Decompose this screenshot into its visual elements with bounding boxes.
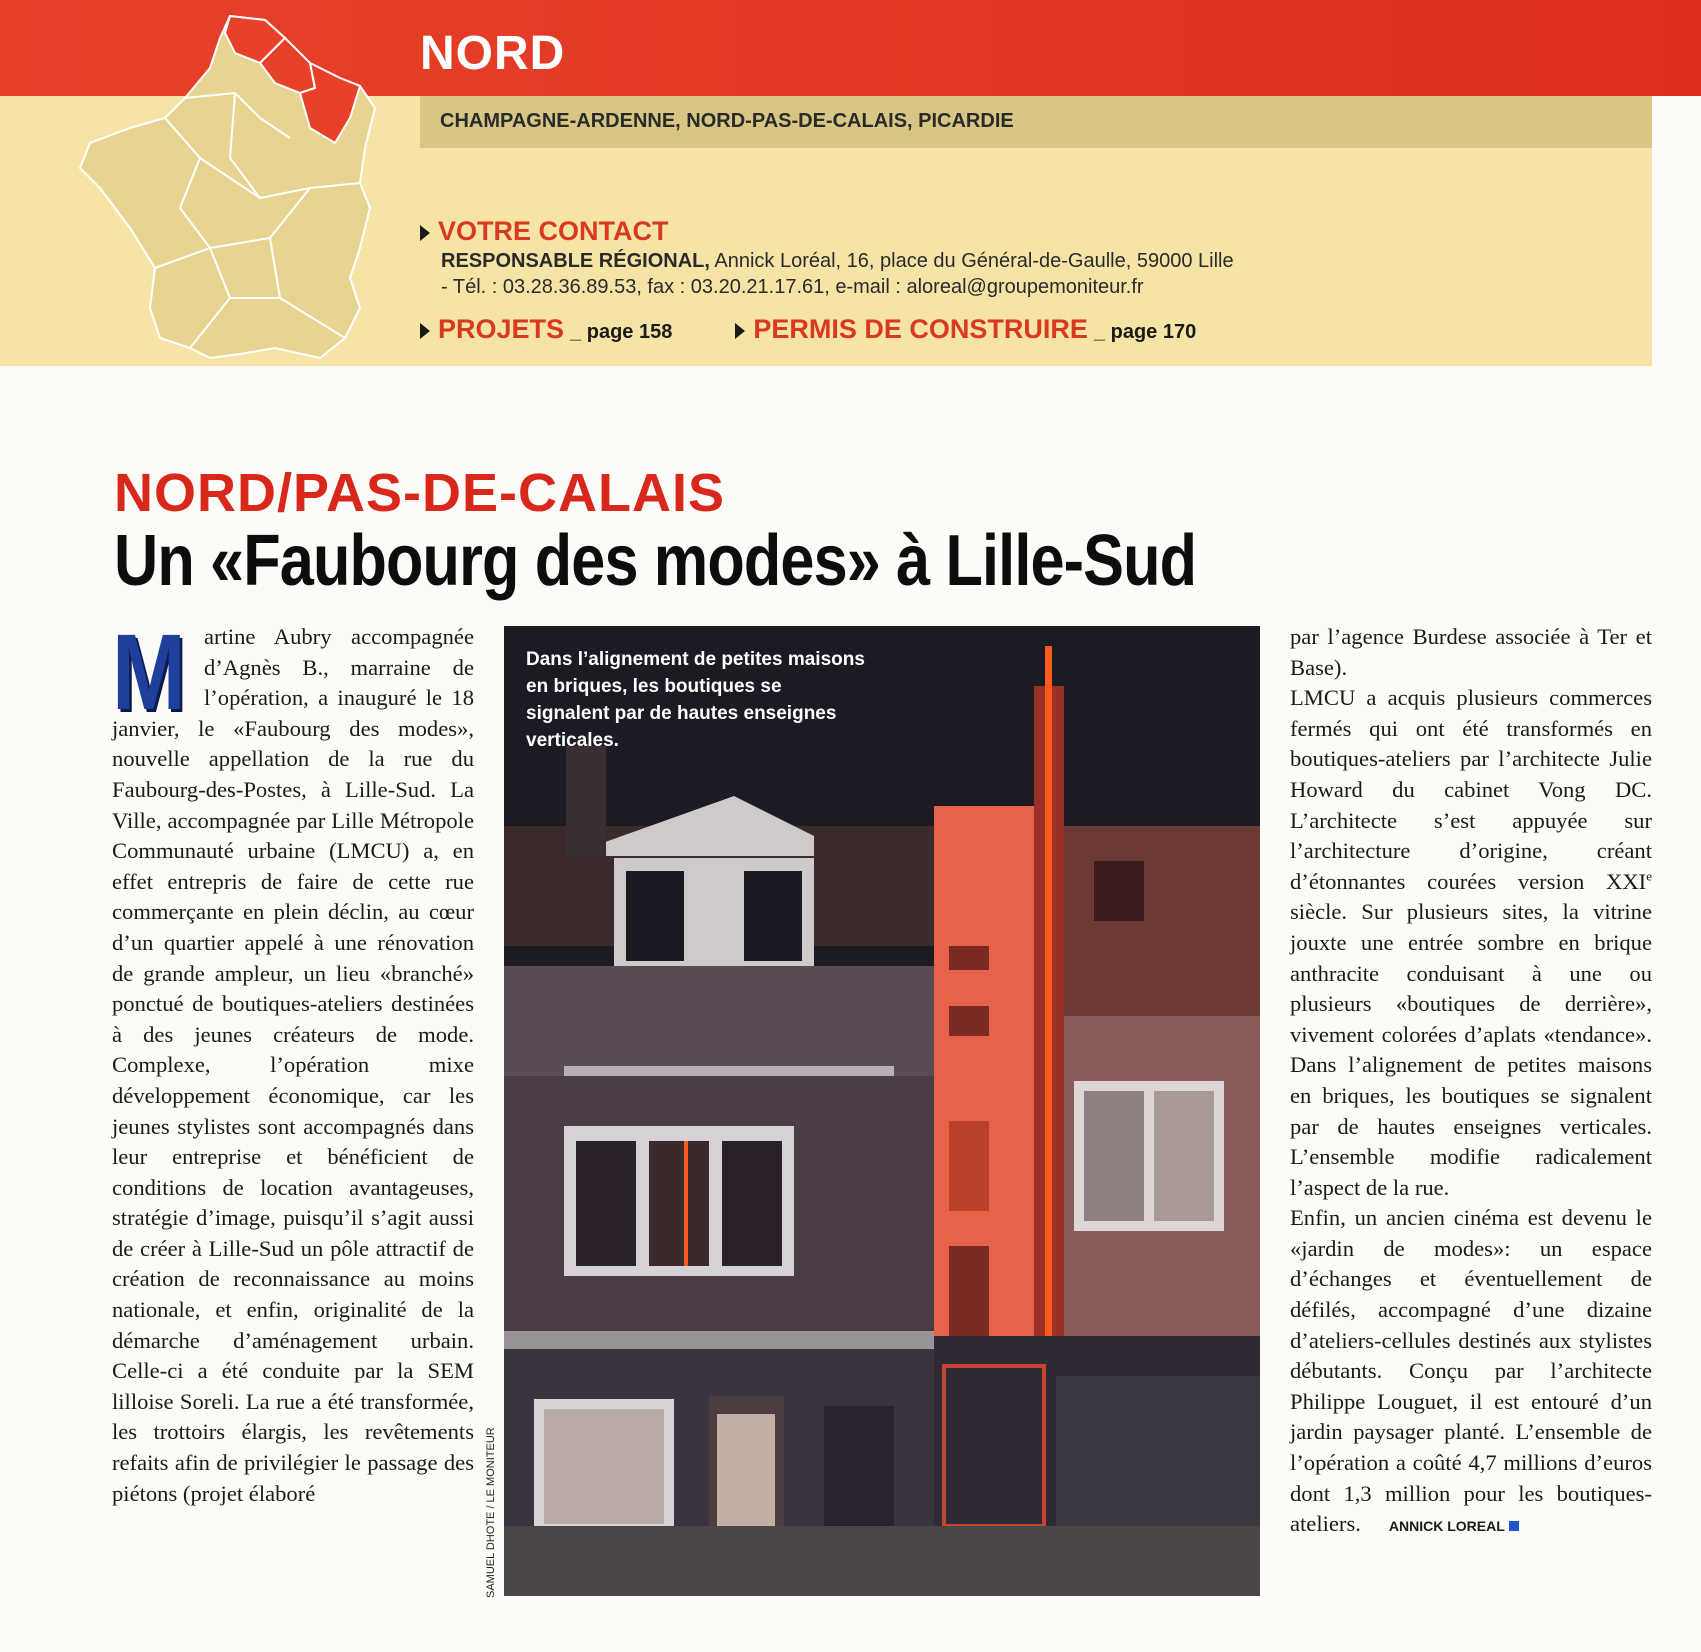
arrow-icon: [420, 225, 430, 241]
column-1-text: artine Aubry accompagnée d’Agnès B., marraine de l’opération, a inauguré le 18 janvier, le «Faubourg des modes», nouvelle appellation de la rue du Faubourg-des-Postes, à Lille-Sud. La Ville, accompagnée par Lille Métropole Communauté urbaine (LMCU) a, en effet entrepris de faire de cette rue commerçante en plein déclin, au cœur d’un quartier appelé à une rénovation de grande ampleur, un lieu «branché» ponctué de boutiques-ateliers destinées à des jeunes créateurs de mode. Complexe, l’opération mixe développement économique, car les jeunes stylistes sont accompagnés dans leur entreprise et bénéficient de conditions de location avantageuses, stratégie d’image, puisqu’il s’agit aussi de créer à Lille-Sud un pôle attractif de création de reconnaissance au moins nationale, et enfin, originalité de la démarche d’aménagement urbain. Celle-ci a été conduite par la SEM lilloise Soreli. La rue a été transformée, les trottoirs élargis, les revêtements refaits afin de privilégier le passage des piétons (projet élaboré: [112, 624, 474, 1506]
section-title: NORD: [420, 27, 566, 80]
contact-title-text: VOTRE CONTACT: [438, 216, 669, 246]
paragraph-2-text-b: siècle. Sur plusieurs sites, la vitrine jouxte une entrée sombre en brique anthracite conduisant à une ou plusieurs «boutiques de derrière», vivement colorées d’aplats «tendance». Dans l’alignement de petites maisons en briques, les boutiques se signalent par de hautes enseignes verticales. L’ensemble modifie radicalement l’aspect de la rue.: [1290, 899, 1652, 1200]
drop-cap: M: [112, 611, 186, 732]
column-2-paragraph-3: [1290, 1203, 1652, 1542]
article-column-2: [1290, 622, 1652, 1542]
column-2-paragraph-1: par l’agence Burdese associée à Ter et Base).: [1290, 624, 1652, 680]
contact-address: Annick Loréal, 16, place du Général-de-Gaulle, 59000 Lille: [709, 250, 1234, 272]
permis-page: _ page 170: [1093, 321, 1197, 343]
century-superscript: e: [1646, 868, 1652, 884]
article-photo: [504, 626, 1260, 1596]
contact-role: RESPONSABLE RÉGIONAL,: [441, 250, 710, 272]
photo-credit: SAMUEL DHOTE / LE MONITEUR: [485, 1427, 497, 1598]
article-kicker: NORD/PAS-DE-CALAIS: [114, 463, 725, 523]
projets-link[interactable]: PROJETS: [438, 314, 565, 344]
article-column-1: [112, 611, 474, 1509]
france-map-icon: [60, 8, 410, 366]
end-square-icon: [1509, 1521, 1519, 1531]
regions-list: CHAMPAGNE-ARDENNE, NORD-PAS-DE-CALAIS, PICARDIE: [440, 110, 1014, 132]
paragraph-2-text-a: LMCU a acquis plusieurs commerces fermés qui ont été transformés en boutiques-ateliers par l’architecte Julie Howard du cabinet Vong DC. L’architecte s’est appuyée sur l’architecture d’origine, créant d’étonnantes courées version XXI: [1290, 685, 1652, 894]
contact-title: [420, 216, 669, 247]
author-signature: ANNICK LOREAL: [1388, 1518, 1505, 1535]
article-headline: Un «Faubourg des modes» à Lille-Sud: [114, 521, 1197, 601]
contact-line-2: - Tél. : 03.28.36.89.53, fax : 03.20.21.17.61, e-mail : aloreal@groupemoniteur.fr: [441, 276, 1144, 298]
contact-line-1: [441, 250, 1234, 273]
permis-link[interactable]: PERMIS DE CONSTRUIRE: [753, 314, 1088, 344]
section-links: [420, 314, 1196, 345]
projets-page: _ page 158: [570, 321, 673, 343]
column-2-paragraph-2: [1290, 683, 1652, 1203]
arrow-icon: [735, 323, 745, 339]
photo-caption: Dans l’alignement de petites maisons en briques, les boutiques se signalent par de hautes enseignes verticales.: [526, 649, 865, 751]
street-facade-illustration: [504, 626, 1260, 1596]
paragraph-3-text: Enfin, un ancien cinéma est devenu le «jardin de modes»: un espace d’échanges et éventuellement de défilés, accompagné d’une dizaine d’ateliers-cellules destinés aux stylistes débutants. Conçu par l’architecte Philippe Louguet, il est entouré d’un jardin paysager planté. L’ensemble de l’opération a coûté 4,7 millions d’euros dont 1,3 million pour les boutiques-ateliers.: [1290, 1205, 1652, 1537]
arrow-icon: [420, 323, 430, 339]
